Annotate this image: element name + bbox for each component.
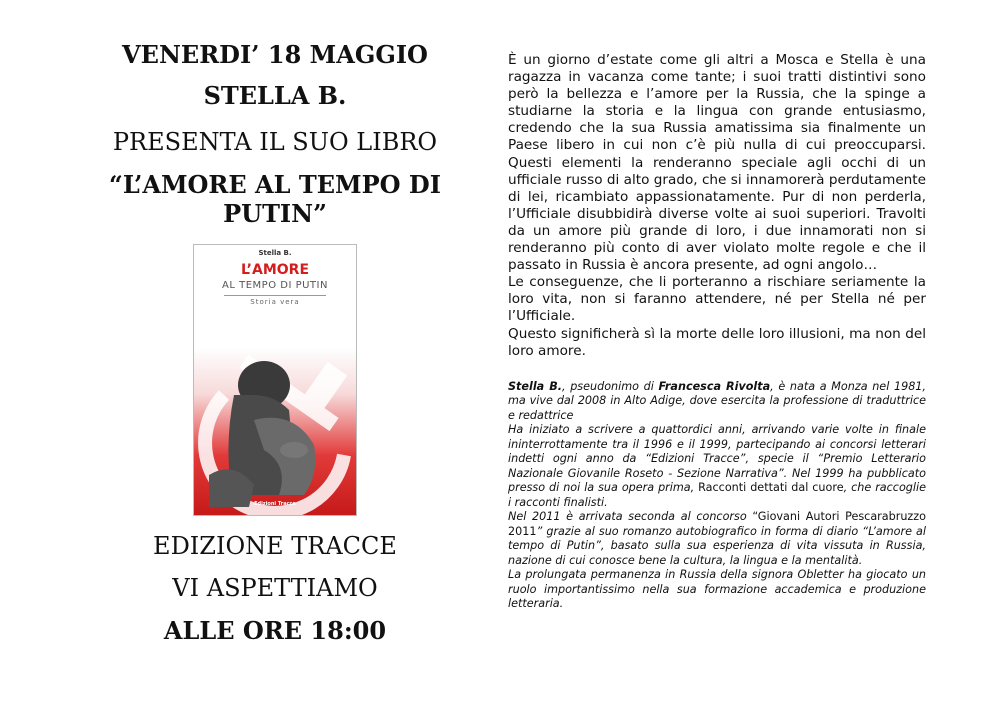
bio-work-title: Racconti dettati dal cuore	[698, 481, 844, 495]
poster-right-column	[508, 52, 926, 612]
cover-publisher: Edizioni Tracce	[254, 501, 296, 507]
synopsis-paragraph: Le conseguenze, che li porteranno a rischiare seriamente la loro vita, non si faranno attendere, né per Stella né per l’Ufficiale.	[508, 274, 926, 325]
synopsis-paragraph: Questo significherà sì la morte delle loro illusioni, ma non del loro amore.	[508, 325, 926, 359]
event-date: VENERDI’ 18 MAGGIO	[122, 40, 428, 69]
bio-text: ” grazie al suo romanzo autobiografico in forma di diario “L’amore al tempo di Putin”, basato sulla sua esperienza di vita vissuta in Russia, nazione di cui conosce bene la cultura, la lingua e la mentalità.	[508, 524, 926, 567]
cover-subtitle: Storia vera	[250, 298, 300, 306]
cover-divider	[224, 295, 326, 296]
cover-title-line2: AL TEMPO DI PUTIN	[222, 280, 328, 291]
synopsis-paragraph: È un giorno d’estate come gli altri a Mosca e Stella è una ragazza in vacanza come tante; i suoi tratti distintivi sono però la bellezza e l’amore per la Russia, che la spinge a studiarne la storia e la lingua con grande entusiasmo, credendo che la sua Russia amatissima sia finalmente un Paese libero in cui non c’è più nulla di cui preoccuparsi. Questi elementi la renderanno speciale agli occhi di un ufficiale russo di alto grado, che si innamorerà perdutamente di lei, ricambiato appassionatamente. Pur di non perderla, l’Ufficiale disubbidirà diverse volte ai suoi superiori. Travolti da un amore più grande di loro, i due innamorati non si renderanno più conto di aver violato molte regole e che il passato in Russia è ancora presente, ad ogni angolo…	[508, 52, 926, 274]
bio-name: Stella B.	[508, 379, 562, 393]
book-title: “L’AMORE AL TEMPO DI PUTIN”	[109, 170, 441, 228]
publisher-line: EDIZIONE TRACCE	[153, 532, 397, 560]
cover-title: L’AMORE	[240, 262, 310, 278]
bio-paragraph	[508, 380, 926, 424]
bio-contest: “Giovani Autori Pescarabruzzo 2011	[508, 510, 927, 538]
bio-text: Nel 2011 è arrivata seconda al concorso	[508, 510, 753, 524]
invite-line: VI ASPETTIAMO	[172, 574, 378, 602]
bio-paragraph	[508, 423, 926, 510]
bio-text: Ha iniziato a scrivere a quattordici anni, arrivando varie volte in finale ininterrottamente tra il 1996 e il 1999, partecipando ai concorsi letterari indetti ogni anno da “Edizioni Tracce”, specie il “Premio Letterario Nazionale Giovanile Roseto - Sezione Narrativa”. Nel 1999 ha pubblicato presso di noi la sua opera prima,	[508, 423, 926, 495]
presents-line: PRESENTA IL SUO LIBRO	[112, 128, 438, 156]
poster-left-column	[60, 40, 490, 645]
bio-text: , pseudonimo di	[561, 379, 659, 393]
bio-text: , è nata a Monza nel 1981, ma vive dal 2008 in Alto Adige, dove esercita la professione di traduttrice e redattrice	[508, 379, 926, 422]
bio-real-name: Francesca Rivolta	[658, 379, 771, 393]
bio-text: , che raccoglie i racconti finalisti.	[508, 481, 926, 509]
event-time: ALLE ORE 18:00	[163, 616, 387, 645]
bio-paragraph	[508, 510, 926, 568]
book-synopsis	[508, 52, 926, 360]
book-cover-image	[193, 244, 357, 516]
author-name: STELLA B.	[203, 81, 347, 110]
cover-author: Stella B.	[258, 249, 292, 257]
author-bio	[508, 380, 926, 612]
bio-paragraph: La prolungata permanenza in Russia della signora Obletter ha giocato un ruolo importantissimo nella sua formazione accademica e produzione letteraria.	[508, 568, 926, 611]
